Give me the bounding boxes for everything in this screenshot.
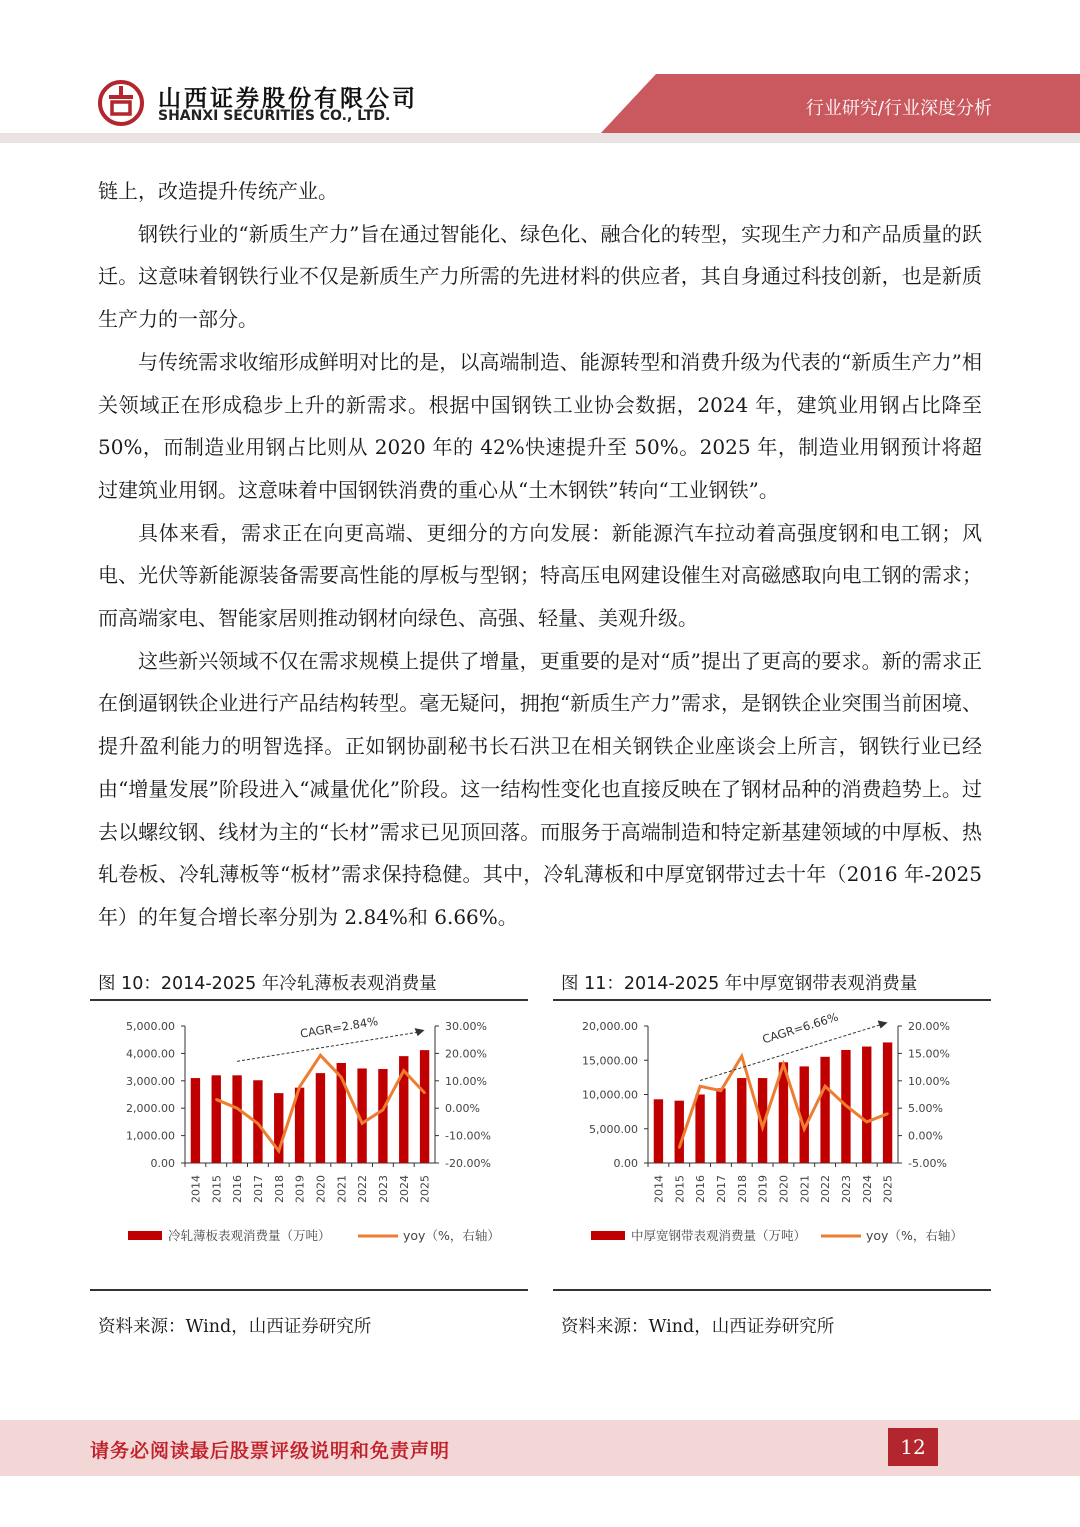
x-tick-label: 2014	[189, 1175, 203, 1203]
bar	[316, 1073, 325, 1163]
cagr-label: CAGR=2.84%	[299, 1013, 380, 1041]
right-tick-label: 0.00%	[445, 1102, 480, 1116]
left-tick-label: 10,000.00	[582, 1088, 638, 1102]
left-tick-label: 3,000.00	[126, 1074, 175, 1088]
figure-10-top-rule	[90, 999, 528, 1001]
yoy-point	[319, 1054, 321, 1056]
x-tick-label: 2015	[210, 1175, 224, 1203]
bar	[378, 1069, 387, 1163]
yoy-point	[361, 1122, 363, 1124]
figure-11-chart	[553, 1008, 993, 1258]
right-tick-label: 5.00%	[908, 1102, 943, 1116]
yoy-point	[382, 1109, 384, 1111]
figure-10-bottom-rule	[90, 1289, 528, 1291]
x-tick-label: 2016	[231, 1175, 245, 1203]
x-tick-label: 2017	[251, 1175, 265, 1203]
x-tick-label: 2022	[356, 1175, 370, 1203]
bar	[212, 1075, 221, 1163]
right-tick-label: 10.00%	[908, 1074, 950, 1088]
bar	[654, 1099, 663, 1163]
bar	[232, 1075, 241, 1163]
figure-10-chart	[90, 1008, 530, 1258]
right-tick-label: -20.00%	[445, 1157, 491, 1170]
legend-bar-label: 冷轧薄板表观消费量（万吨）	[168, 1228, 331, 1243]
paragraph: 这些新兴领域不仅在需求规模上提供了增量，更重要的是对“质”提出了更高的要求。新的需求正在倒逼钢铁企业进行产品结构转型。毫无疑问，拥抱“新质生产力”需求，是钢铁企业突围当前困境、提升盈利能力的明智选择。正如钢协副秘书长石洪卫在相关钢铁企业座谈会上所言，钢铁行业已经由“增量发展”阶段进入“减量优化”阶段。这一结构性变化也直接反映在了钢材品种的消费趋势上。过去以螺纹钢、线材为主的“长材”需求已见顶回落。而服务于高端制造和特定新基建领域的中厚板、热轧卷板、冷轧薄板等“板材”需求保持稳健。其中，冷轧薄板和中厚宽钢带过去十年（2016 年-2025 年）的年复合增长率分别为 2.84%和 6.66%。	[98, 648, 982, 929]
yoy-point	[403, 1069, 405, 1071]
bar	[737, 1078, 746, 1163]
bar	[883, 1042, 892, 1163]
page-header	[0, 0, 1080, 148]
yoy-point	[340, 1076, 342, 1078]
company-name-en: SHANXI SECURITIES CO., LTD.	[158, 108, 391, 124]
x-tick-label: 2014	[652, 1175, 666, 1203]
figure-11-bottom-rule	[553, 1289, 991, 1291]
left-tick-label: 15,000.00	[582, 1054, 638, 1068]
x-tick-label: 2023	[839, 1175, 853, 1203]
x-tick-label: 2025	[418, 1175, 432, 1203]
yoy-point	[782, 1063, 784, 1065]
yoy-point	[423, 1092, 425, 1094]
bar	[695, 1095, 704, 1164]
x-tick-label: 2019	[293, 1175, 307, 1203]
header-divider	[0, 133, 1080, 143]
legend-bar-swatch	[591, 1231, 625, 1240]
left-tick-label: 1,000.00	[126, 1129, 175, 1143]
right-tick-label: 30.00%	[445, 1020, 487, 1033]
x-tick-label: 2024	[397, 1175, 411, 1203]
yoy-point	[257, 1122, 259, 1124]
section-tag: 行业研究/行业深度分析	[805, 98, 992, 119]
bar	[675, 1101, 684, 1163]
left-tick-label: 0.00	[150, 1157, 175, 1170]
right-tick-label: 20.00%	[445, 1047, 487, 1061]
legend-bar-label: 中厚宽钢带表观消费量（万吨）	[631, 1228, 807, 1243]
x-tick-label: 2018	[272, 1175, 286, 1203]
paragraph: 链上，改造提升传统产业。	[98, 179, 338, 203]
x-tick-label: 2020	[314, 1175, 328, 1203]
figure-11-source: 资料来源：Wind，山西证券研究所	[561, 1317, 835, 1337]
left-tick-label: 2,000.00	[126, 1102, 175, 1116]
x-tick-label: 2019	[756, 1175, 770, 1203]
right-tick-label: -10.00%	[445, 1129, 491, 1143]
yoy-point	[298, 1086, 300, 1088]
x-tick-label: 2024	[860, 1175, 874, 1203]
left-tick-label: 0.00	[613, 1157, 638, 1170]
figure-11-title: 图 11：2014-2025 年中厚宽钢带表观消费量	[561, 974, 918, 994]
legend-line-label: yoy（%，右轴）	[866, 1228, 963, 1243]
paragraph: 钢铁行业的“新质生产力”旨在通过智能化、绿色化、融合化的转型，实现生产力和产品质量的跃迁。这意味着钢铁行业不仅是新质生产力所需的先进材料的供应者，其自身通过科技创新，也是新质生产力的一部分。	[98, 221, 982, 332]
yoy-point	[761, 1126, 763, 1128]
bar	[716, 1088, 725, 1163]
cagr-label: CAGR=6.66%	[760, 1009, 840, 1047]
x-tick-label: 2017	[714, 1175, 728, 1203]
cagr-arrow-head	[878, 1020, 888, 1028]
bar	[862, 1047, 871, 1163]
yoy-point	[886, 1112, 888, 1114]
yoy-point	[236, 1107, 238, 1109]
legend-bar-swatch	[128, 1231, 162, 1240]
page-number: 12	[888, 1428, 938, 1466]
article-body	[98, 170, 982, 939]
yoy-point	[741, 1055, 743, 1057]
cagr-trend-arrow	[237, 1032, 419, 1061]
right-tick-label: -5.00%	[908, 1157, 947, 1170]
x-tick-label: 2015	[673, 1175, 687, 1203]
left-tick-label: 20,000.00	[582, 1020, 638, 1033]
yoy-point	[215, 1098, 217, 1100]
right-tick-label: 10.00%	[445, 1074, 487, 1088]
x-tick-label: 2021	[798, 1175, 812, 1203]
figure-10-title: 图 10：2014-2025 年冷轧薄板表观消费量	[98, 974, 437, 994]
yoy-point	[720, 1089, 722, 1091]
x-tick-label: 2023	[376, 1175, 390, 1203]
bar	[820, 1057, 829, 1163]
bar	[191, 1078, 200, 1163]
x-tick-label: 2016	[694, 1175, 708, 1203]
yoy-point	[845, 1104, 847, 1106]
x-tick-label: 2020	[777, 1175, 791, 1203]
bar	[420, 1050, 429, 1163]
yoy-point	[699, 1085, 701, 1087]
right-tick-label: 20.00%	[908, 1020, 950, 1033]
left-tick-label: 5,000.00	[126, 1020, 175, 1033]
yoy-point	[678, 1146, 680, 1148]
figure-10-source: 资料来源：Wind，山西证券研究所	[98, 1317, 372, 1337]
yoy-point	[803, 1128, 805, 1130]
x-tick-label: 2025	[881, 1175, 895, 1203]
paragraph: 具体来看，需求正在向更高端、更细分的方向发展：新能源汽车拉动着高强度钢和电工钢；风电、光伏等新能源装备需要高性能的厚板与型钢；特高压电网建设催生对高磁感取向电工钢的需求；而高端家电、智能家居则推动钢材向绿色、高强、轻量、美观升级。	[98, 520, 982, 631]
yoy-point	[866, 1121, 868, 1123]
disclaimer-link[interactable]: 请务必阅读最后股票评级说明和免责声明	[90, 1440, 451, 1462]
right-tick-label: 0.00%	[908, 1129, 943, 1143]
yoy-point	[824, 1085, 826, 1087]
x-tick-label: 2021	[335, 1175, 349, 1203]
x-tick-label: 2018	[735, 1175, 749, 1203]
right-tick-label: 15.00%	[908, 1047, 950, 1061]
legend-line-label: yoy（%，右轴）	[403, 1228, 500, 1243]
company-logo-icon	[98, 80, 144, 126]
figure-11-top-rule	[553, 999, 991, 1001]
paragraph: 与传统需求收缩形成鲜明对比的是，以高端制造、能源转型和消费升级为代表的“新质生产力”相关领域正在形成稳步上升的新需求。根据中国钢铁工业协会数据，2024 年，建筑业用钢占比降至 50%，而制造业用钢占比则从 2020 年的 42%快速提升至 50%。2025 年，制造业用钢预计将超过建筑业用钢。这意味着中国钢铁消费的重心从“土木钢铁”转向“工业钢铁”。	[98, 349, 982, 502]
company-name-cn: 山西证券股份有限公司	[158, 86, 418, 112]
x-tick-label: 2022	[819, 1175, 833, 1203]
left-tick-label: 4,000.00	[126, 1047, 175, 1061]
yoy-point	[278, 1150, 280, 1152]
left-tick-label: 5,000.00	[589, 1122, 638, 1136]
